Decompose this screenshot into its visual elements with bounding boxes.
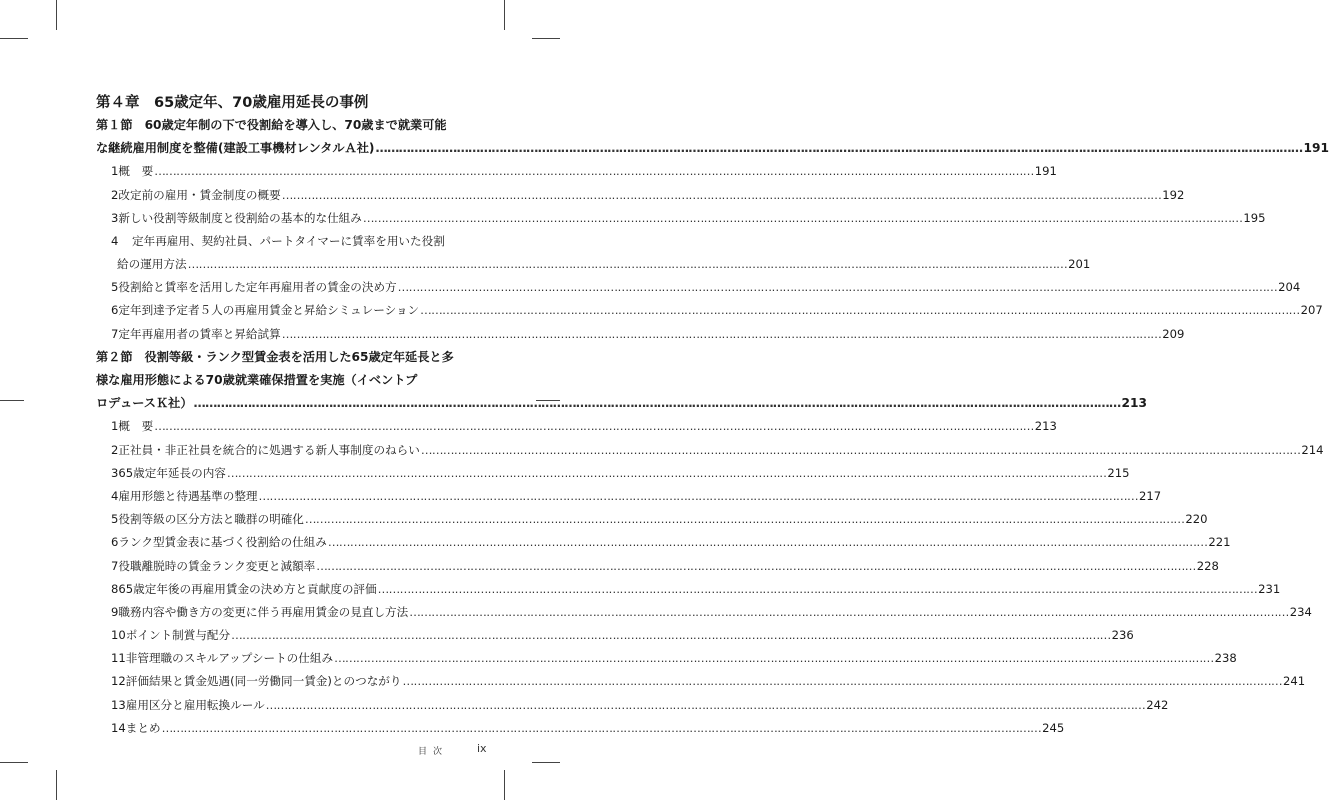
leader-dots: …………………………………………………………………………………………………………………………………………………………………………………………………………………… — [154, 164, 1034, 179]
leader-dots: …………………………………………………………………………………………………………………………………………………………………………………………………………………… — [187, 257, 1068, 272]
page-number: ix — [477, 742, 487, 755]
entry-number: 4 — [111, 488, 119, 503]
entry-number: 第１節 — [96, 117, 133, 132]
entry-title: 給の運用方法 — [117, 257, 187, 272]
entry-title: 60歳定年制の下で役割給を導入し、70歳まで就業可能 — [144, 117, 447, 132]
entry-title: 65歳定年延長の内容 — [118, 465, 226, 480]
section-heading — [96, 369, 487, 392]
crop-mark — [56, 0, 57, 30]
entry-page: 209 — [1162, 326, 1185, 341]
leader-dots: …………………………………………………………………………………………………………………………………………………………………………………………………………………… — [281, 326, 1162, 341]
entry-title: 職務内容や働き方の変更に伴う再雇用賃金の見直し方法 — [118, 604, 409, 619]
entry-page: 213 — [1034, 419, 1057, 434]
entry-number: 8 — [111, 581, 119, 596]
toc-entry — [96, 300, 1323, 323]
entry-number: 3 — [111, 465, 119, 480]
toc-entry — [96, 647, 1237, 670]
leader-dots: …………………………………………………………………………………………………………………………………………………………………………………………………………………… — [161, 720, 1042, 735]
entry-title: 改定前の雇用・賃金制度の概要 — [118, 187, 281, 202]
entry-number: 11 — [111, 651, 126, 666]
toc-entry — [96, 323, 1185, 346]
entry-title: 定年再雇用、契約社員、パートタイマーに賃率を用いた役割 — [132, 233, 445, 248]
entry-page: 192 — [1162, 187, 1185, 202]
toc-entry — [96, 624, 1134, 647]
entry-number: 7 — [111, 558, 119, 573]
entry-title: 新しい役割等級制度と役割給の基本的な仕組み — [118, 210, 362, 225]
toc-entry — [96, 531, 1231, 554]
entry-number: 1 — [111, 164, 119, 179]
entry-page: 231 — [1258, 581, 1281, 596]
entry-title: 雇用区分と雇用転換ルール — [125, 697, 265, 712]
entry-page: 217 — [1139, 488, 1162, 503]
leader-dots: …………………………………………………………………………………………………………………………………………………………………………………………………………………… — [316, 558, 1196, 573]
entry-page: 201 — [1068, 257, 1091, 272]
entry-number: 6 — [111, 303, 119, 318]
entry-title: 正社員・非正社員を統合的に処遇する新人事制度のねらい — [118, 442, 420, 457]
leader-dots: …………………………………………………………………………………………………………………………………………………………………………………………………………………… — [193, 396, 1121, 411]
entry-page: 221 — [1208, 535, 1231, 550]
toc-entry — [96, 184, 1185, 207]
entry-number: 2 — [111, 442, 119, 457]
leader-dots: …………………………………………………………………………………………………………………………………………………………………………………………………………………… — [258, 488, 1139, 503]
entry-title: 定年再雇用者の賃率と昇給試算 — [118, 326, 281, 341]
entry-page: 215 — [1107, 465, 1130, 480]
toc-entry — [96, 415, 1057, 438]
table-of-contents — [96, 114, 1329, 740]
entry-number: 7 — [111, 326, 119, 341]
entry-number: 9 — [111, 604, 119, 619]
toc-entry — [96, 717, 1065, 740]
section-heading — [96, 114, 487, 137]
toc-entry — [96, 601, 1312, 624]
toc-entry — [96, 160, 1057, 183]
entry-page: 204 — [1278, 280, 1301, 295]
entry-title: 役職離脱時の賃金ランク変更と減額率 — [118, 558, 316, 573]
entry-number: 14 — [111, 720, 126, 735]
entry-title: まとめ — [125, 720, 161, 735]
entry-page: 234 — [1289, 604, 1312, 619]
entry-title: 65歳定年後の再雇用賃金の決め方と貢献度の評価 — [118, 581, 377, 596]
toc-entry — [96, 508, 1208, 531]
section-heading — [96, 137, 1329, 160]
leader-dots: …………………………………………………………………………………………………………………………………………………………………………………………………………………… — [281, 187, 1162, 202]
toc-entry — [96, 253, 1091, 276]
leader-dots: …………………………………………………………………………………………………………………………………………………………………………………………………………………… — [334, 651, 1214, 666]
entry-title: 概 要 — [118, 164, 154, 179]
entry-page: 213 — [1121, 396, 1147, 411]
entry-title: ランク型賃金表に基づく役割給の仕組み — [118, 535, 327, 550]
leader-dots: …………………………………………………………………………………………………………………………………………………………………………………………………………………… — [304, 512, 1185, 527]
entry-title: ロデュースＫ社） — [96, 396, 193, 411]
entry-number: 12 — [111, 674, 126, 689]
entry-page: 207 — [1300, 303, 1323, 318]
crop-mark — [504, 0, 505, 30]
toc-entry — [96, 671, 1306, 694]
entry-page: 195 — [1243, 210, 1266, 225]
entry-page: 238 — [1214, 651, 1237, 666]
entry-page: 214 — [1301, 442, 1324, 457]
entry-number: 2 — [111, 187, 119, 202]
entry-number: 13 — [111, 697, 126, 712]
crop-mark — [56, 770, 57, 800]
entry-title: 定年到達予定者５人の再雇用賃金と昇給シミュレーション — [118, 303, 420, 318]
leader-dots: …………………………………………………………………………………………………………………………………………………………………………………………………………………… — [397, 280, 1278, 295]
entry-number: 5 — [111, 280, 119, 295]
entry-number: 1 — [111, 419, 119, 434]
entry-number: 6 — [111, 535, 119, 550]
entry-title: ポイント制賞与配分 — [125, 628, 231, 643]
entry-title: 雇用形態と待遇基準の整理 — [118, 488, 258, 503]
section-heading — [96, 346, 487, 369]
leader-dots: …………………………………………………………………………………………………………………………………………………………………………………………………………………… — [402, 674, 1282, 689]
entry-page: 242 — [1146, 697, 1169, 712]
entry-number: 3 — [111, 210, 119, 225]
toc-entry — [96, 694, 1169, 717]
footer-label: 目次 — [418, 747, 449, 757]
toc-entry — [96, 230, 487, 253]
entry-page: 191 — [1034, 164, 1057, 179]
crop-mark — [0, 38, 28, 39]
entry-title: 役割給と賃率を活用した定年再雇用者の賃金の決め方 — [118, 280, 397, 295]
toc-entry — [96, 439, 1324, 462]
entry-title: 様な雇用形態による70歳就業確保措置を実施（イベントプ — [96, 373, 418, 388]
entry-page: 228 — [1196, 558, 1219, 573]
crop-mark — [0, 400, 24, 401]
entry-title: 役割等級の区分方法と職群の明確化 — [118, 512, 304, 527]
leader-dots: …………………………………………………………………………………………………………………………………………………………………………………………………………………… — [375, 141, 1303, 156]
leader-dots: …………………………………………………………………………………………………………………………………………………………………………………………………………………… — [231, 628, 1111, 643]
toc-entry — [96, 485, 1162, 508]
leader-dots: …………………………………………………………………………………………………………………………………………………………………………………………………………………… — [154, 419, 1034, 434]
entry-page: 191 — [1303, 141, 1329, 156]
entry-title: な継続雇用制度を整備(建設工事機材レンタルＡ社) — [96, 141, 375, 156]
entry-title: 非管理職のスキルアップシートの仕組み — [125, 651, 334, 666]
toc-entry — [96, 276, 1301, 299]
entry-page: 241 — [1283, 674, 1306, 689]
leader-dots: …………………………………………………………………………………………………………………………………………………………………………………………………………………… — [409, 604, 1289, 619]
crop-mark — [532, 762, 560, 763]
entry-number: 4 — [111, 233, 119, 248]
leader-dots: …………………………………………………………………………………………………………………………………………………………………………………………………………………… — [362, 210, 1243, 225]
leader-dots: …………………………………………………………………………………………………………………………………………………………………………………………………………………… — [377, 581, 1258, 596]
toc-entry — [96, 207, 1266, 230]
entry-page: 236 — [1111, 628, 1134, 643]
crop-mark — [504, 770, 505, 800]
entry-number: 10 — [111, 628, 126, 643]
section-heading — [96, 392, 1147, 415]
toc-entry — [96, 462, 1130, 485]
entry-title: 評価結果と賃金処遇(同一労働同一賃金)とのつながり — [125, 674, 402, 689]
entry-number: 5 — [111, 512, 119, 527]
toc-entry — [96, 578, 1281, 601]
toc-entry — [96, 555, 1219, 578]
leader-dots: …………………………………………………………………………………………………………………………………………………………………………………………………………………… — [327, 535, 1208, 550]
entry-page: 220 — [1185, 512, 1208, 527]
leader-dots: …………………………………………………………………………………………………………………………………………………………………………………………………………………… — [420, 303, 1300, 318]
entry-title: 概 要 — [118, 419, 154, 434]
entry-title: 役割等級・ランク型賃金表を活用した65歳定年延長と多 — [144, 349, 454, 364]
crop-mark — [532, 38, 560, 39]
crop-mark — [0, 762, 28, 763]
leader-dots: …………………………………………………………………………………………………………………………………………………………………………………………………………………… — [420, 442, 1301, 457]
entry-page: 245 — [1042, 720, 1065, 735]
leader-dots: …………………………………………………………………………………………………………………………………………………………………………………………………………………… — [226, 465, 1107, 480]
entry-number: 第２節 — [96, 349, 133, 364]
chapter-heading: 第４章 65歳定年、70歳雇用延長の事例 — [96, 95, 369, 111]
leader-dots: …………………………………………………………………………………………………………………………………………………………………………………………………………………… — [265, 697, 1146, 712]
